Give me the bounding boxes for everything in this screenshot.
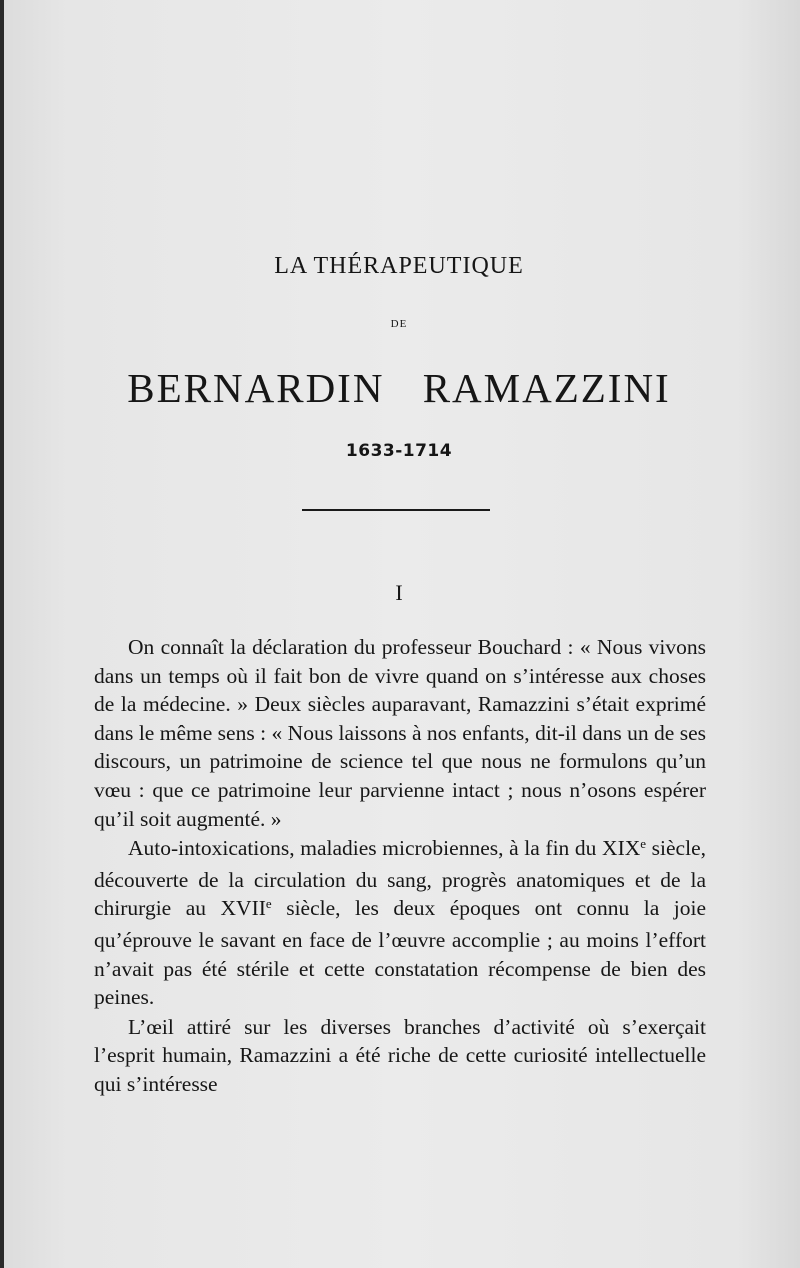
paragraph-2-part-a: Auto-intoxications, maladies microbiennes, à la fin du XIX (128, 836, 641, 861)
superscript-e: e (265, 896, 272, 912)
body-text (94, 633, 706, 1099)
title-line-1: LA THÉRAPEUTIQUE (274, 253, 524, 279)
book-page (4, 0, 800, 1268)
paragraph-2-part-b: siècle, découverte de la circulation du sang, progrès anatomiques et de la chirurgie au XVII (94, 836, 706, 921)
title-name: BERNARDIN RAMAZZINI (127, 365, 671, 411)
paragraph-1: On connaît la déclaration du professeur Bouchard : « Nous vivons dans un temps où il fait bon de vivre quand on s’intéresse aux choses de la médecine. » Deux siècles auparavant, Ramazzini s’était exprimé dans le même sens : « Nous laissons à nos enfants, dit-il dans un de ses discours, un patrimoine de science tel que nous ne formulons qu’un vœu : que ce patrimoine leur parvienne intact ; nous n’osons espérer qu’il soit augmenté. » (94, 635, 706, 831)
paragraph-3: L’œil attiré sur les diverses branches d’activité où s’exerçait l’esprit humain, Ramazzini a été riche de cette curiosité intellectuelle qui s’intéresse (94, 1014, 706, 1096)
section-number: I (395, 580, 403, 605)
title-dates: 1633-1714 (345, 441, 453, 461)
title-rule (302, 509, 490, 511)
title-line-2: DE (390, 318, 408, 330)
paragraph-2 (94, 834, 706, 1012)
paragraph-2-part-c: siècle, les deux époques ont connu la joie qu’éprouve le savant en face de l’œuvre accomplie ; au moins l’effort n’avait pas été stérile et cette constatation récompense de bien des peines. (94, 896, 706, 1010)
superscript-e: e (640, 836, 647, 852)
